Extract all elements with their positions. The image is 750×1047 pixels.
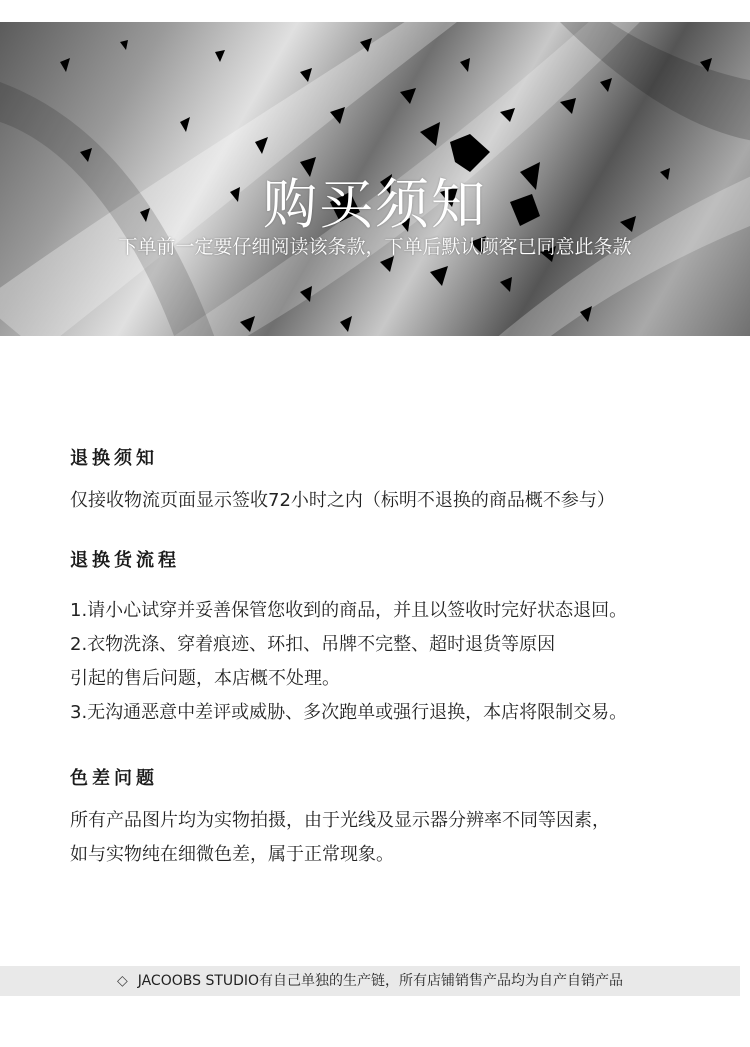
section-return-process xyxy=(70,546,710,730)
footer-bar xyxy=(0,966,740,996)
banner-subtitle: 下单前一定要仔细阅读该条款，下单后默认顾客已同意此条款 xyxy=(118,236,632,258)
section-return-notice xyxy=(70,444,710,518)
section-line: 引起的售后问题，本店概不处理。 xyxy=(70,668,340,689)
section-title: 色差问题 xyxy=(70,768,158,789)
section-line: 2.衣物洗涤、穿着痕迹、环扣、吊牌不完整、超时退货等原因 xyxy=(70,634,556,655)
diamond-outline-icon: ◇ xyxy=(116,973,128,989)
section-line: 3.无沟通恶意中差评或威胁、多次跑单或强行退换，本店将限制交易。 xyxy=(70,702,628,723)
page-title: 购买须知 xyxy=(263,173,487,236)
section-line: 仅接收物流页面显示签收72小时之内（标明不退换的商品概不参与） xyxy=(70,490,615,511)
section-line: 如与实物纯在细微色差，属于正常现象。 xyxy=(70,844,394,865)
section-line: 所有产品图片均为实物拍摄，由于光线及显示器分辨率不同等因素， xyxy=(70,810,610,831)
section-color-difference xyxy=(70,764,710,872)
header-banner xyxy=(0,22,750,336)
footer-text: JACOOBS STUDIO有自己单独的生产链，所有店铺销售产品均为自产自销产品 xyxy=(137,973,624,989)
section-title: 退换须知 xyxy=(70,448,158,469)
section-line: 1.请小心试穿并妥善保管您收到的商品，并且以签收时完好状态退回。 xyxy=(70,600,628,621)
section-title: 退换货流程 xyxy=(70,550,180,571)
